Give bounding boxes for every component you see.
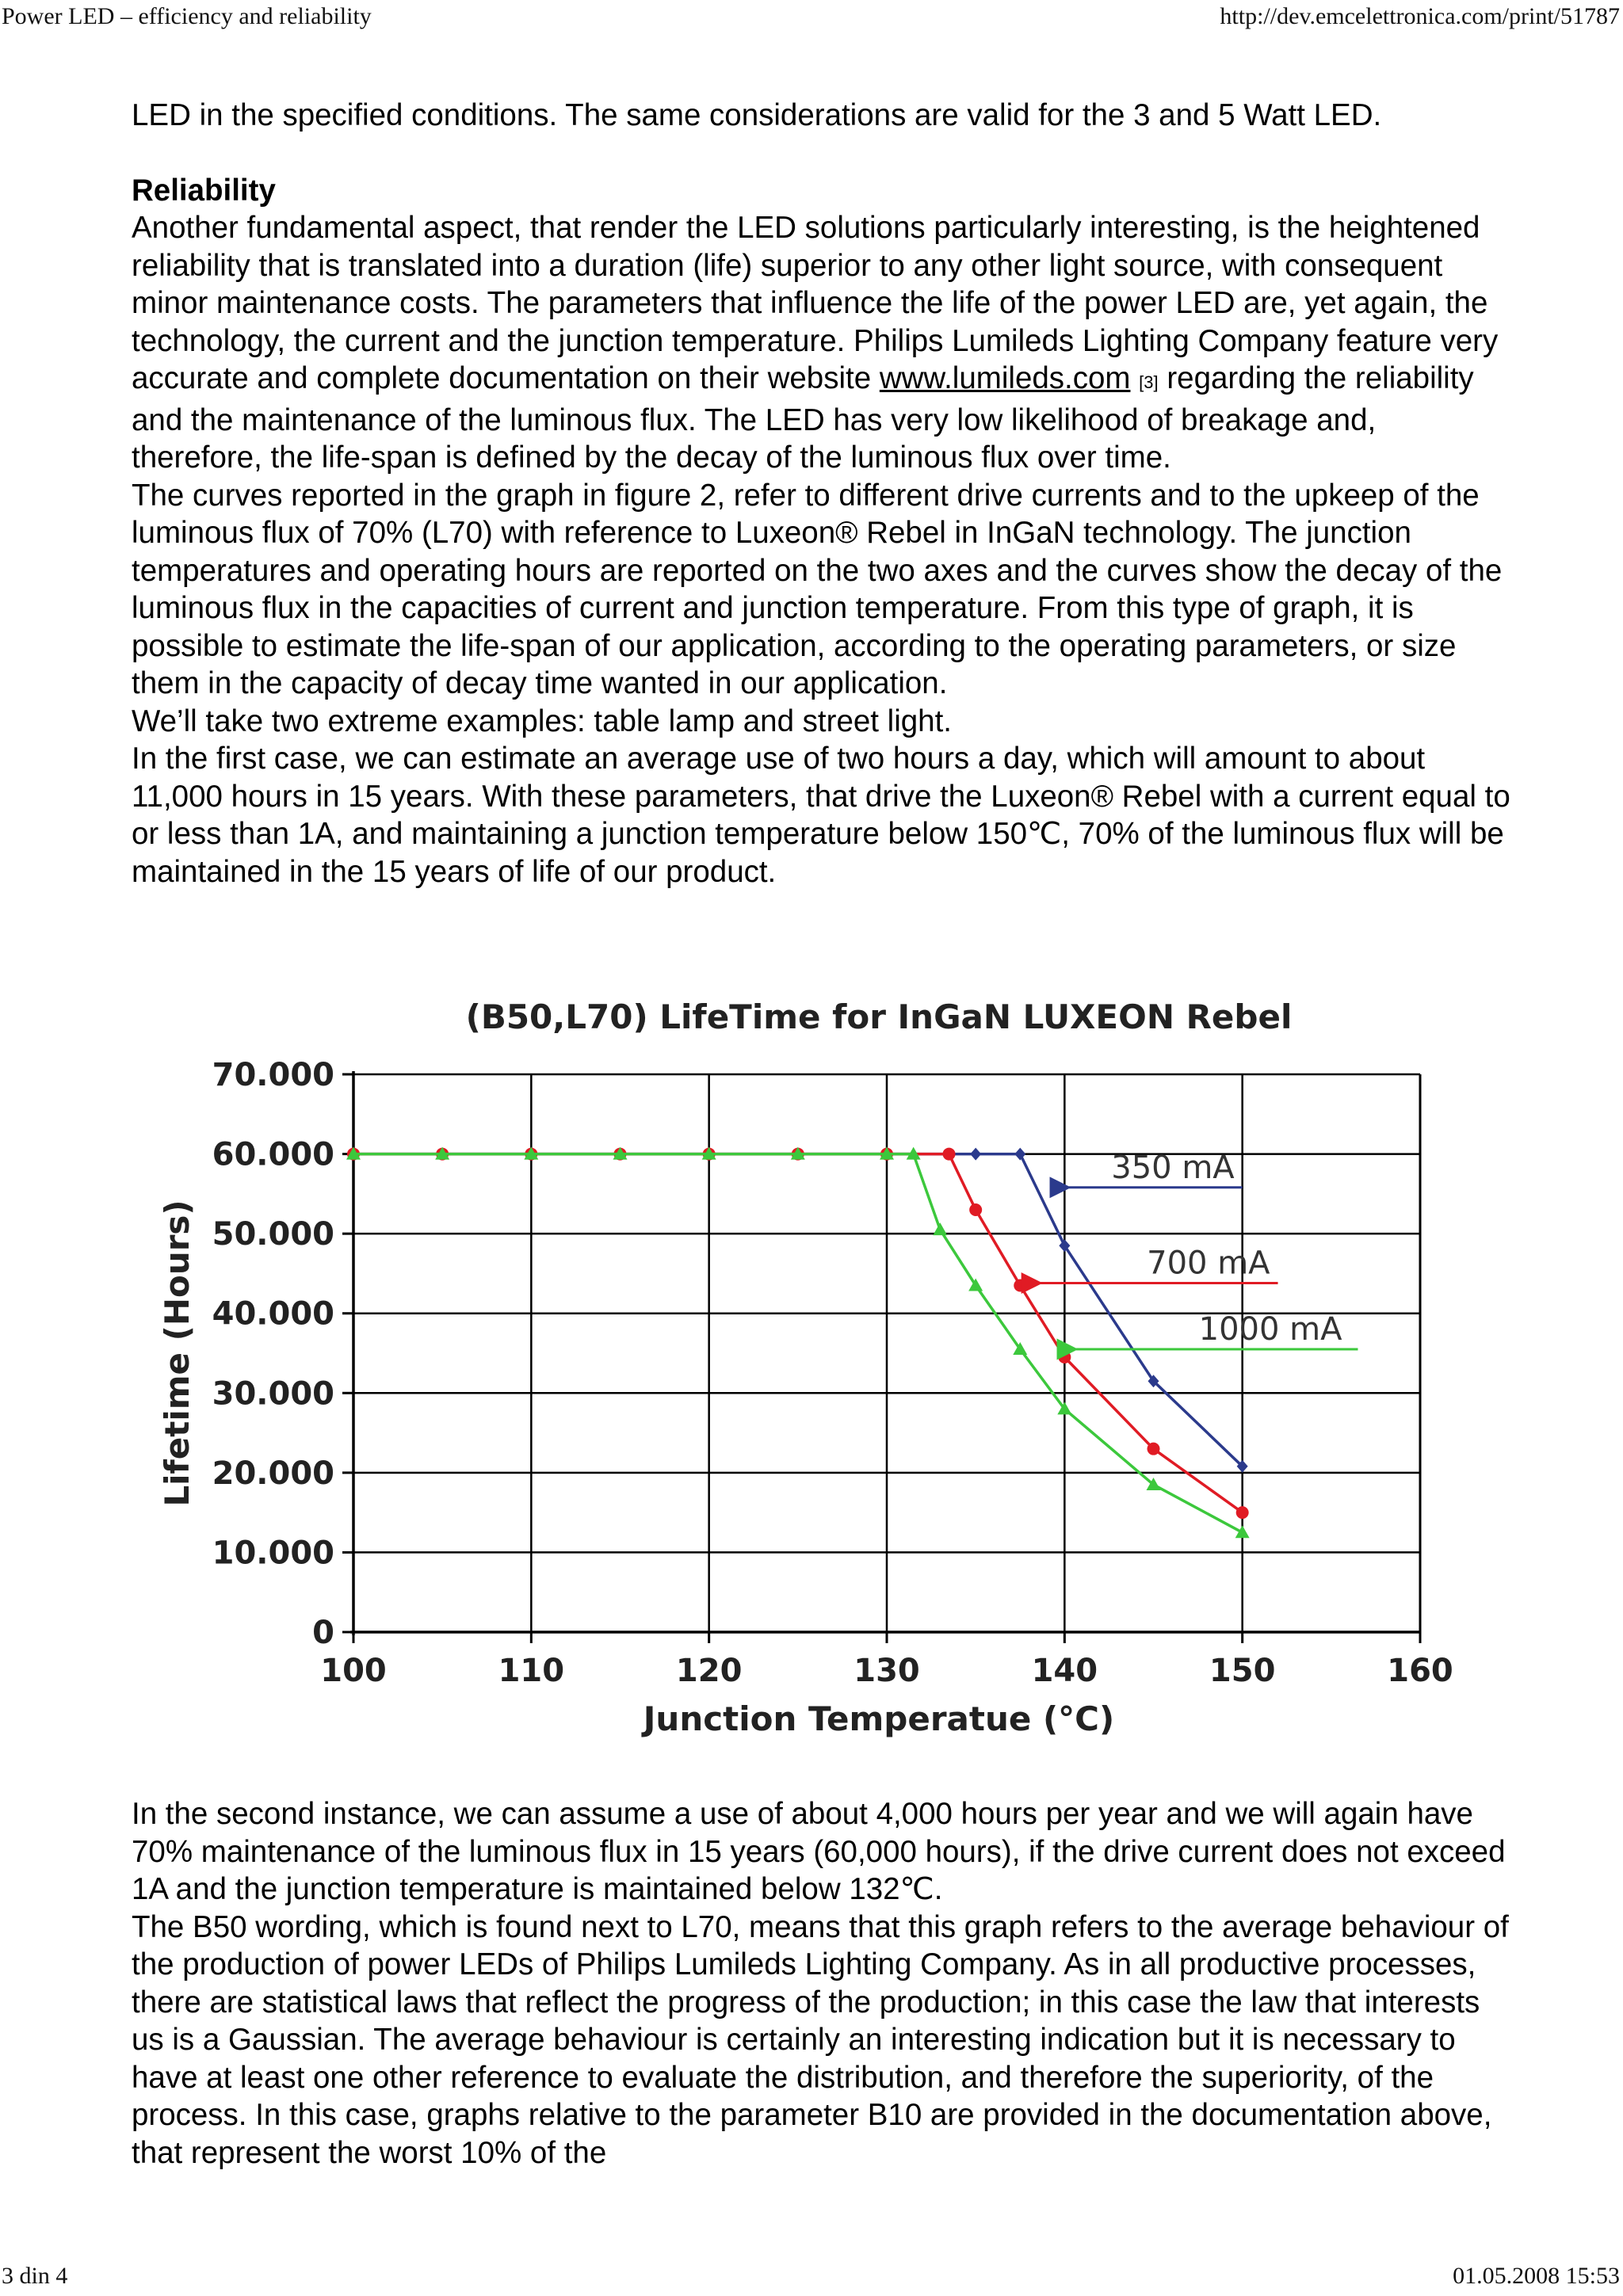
paragraph-second-case: In the second instance, we can assume a use of about 4,000 hours per year and we will again have 70% maintenance of the luminous flux in 15 years (60,000 hours), if the drive current does not exceed 1A and the junction temperature is maintained below 132℃. <box>132 1797 1506 1906</box>
data-point-350ma <box>1014 1148 1025 1161</box>
page-header-title: Power LED – efficiency and reliability <box>2 3 372 29</box>
x-tick-label: 150 <box>1209 1653 1276 1689</box>
data-point-1000ma <box>968 1279 983 1291</box>
lifetime-chart <box>155 990 1471 1751</box>
annotation-label: 1000 mA <box>1198 1310 1342 1348</box>
paragraph-examples: We’ll take two extreme examples: table lamp and street light. <box>132 704 952 738</box>
y-axis-label: Lifetime (Hours) <box>158 1199 197 1507</box>
x-tick-label: 120 <box>675 1653 743 1689</box>
lumileds-link[interactable]: www.lumileds.com <box>879 361 1131 395</box>
article-body-top <box>132 97 1510 891</box>
page-footer-number: 3 din 4 <box>2 2263 68 2289</box>
series-line-1000ma <box>353 1154 1243 1533</box>
section-heading-reliability: Reliability <box>132 173 276 208</box>
data-point-1000ma <box>1235 1525 1250 1538</box>
article-body-bottom <box>132 1795 1510 2172</box>
paragraph-reliability <box>132 209 1510 477</box>
data-point-700ma <box>1148 1443 1160 1455</box>
annotation-label: 700 mA <box>1147 1245 1270 1282</box>
y-tick-label: 70.000 <box>212 1057 334 1093</box>
y-tick-label: 20.000 <box>212 1455 334 1492</box>
y-tick-label: 60.000 <box>212 1136 334 1173</box>
y-tick-label: 40.000 <box>212 1295 334 1333</box>
data-point-700ma <box>1236 1506 1249 1519</box>
y-tick-label: 50.000 <box>212 1216 334 1253</box>
paragraph-b50: The B50 wording, which is found next to L70, means that this graph refers to the average behaviour of the production of power LEDs of Philips Lumileds Lighting Company. As in all productive processes, there are statistical laws that reflect the progress of the production; in this case the law that interests us is a Gaussian. The average behaviour is certainly an interesting indication but it is necessary to have at least one other reference to evaluate the distribution, and therefore the superiority, of the process. In this case, graphs relative to the parameter B10 are provided in the documentation above, that represent the worst 10% of the <box>132 1909 1509 2170</box>
annotation-label: 350 mA <box>1111 1149 1235 1186</box>
data-point-1000ma <box>933 1222 947 1235</box>
data-point-700ma <box>1014 1280 1026 1292</box>
x-tick-label: 130 <box>854 1653 920 1689</box>
paragraph-text: regarding the reliability and the maintenance of the luminous flux. The LED has very low likelihood of breakage and, therefore, the life-span is defined by the decay of the luminous flux over time. <box>132 361 1474 475</box>
data-point-700ma <box>943 1148 956 1161</box>
y-tick-label: 30.000 <box>212 1375 334 1413</box>
data-point-700ma <box>1058 1351 1071 1363</box>
series-line-700ma <box>353 1154 1243 1513</box>
x-tick-label: 110 <box>498 1653 565 1689</box>
paragraph-curves: The curves reported in the graph in figure 2, refer to different drive currents and to the upkeep of the luminous flux of 70% (L70) with reference to Luxeon® Rebel in InGaN technology. The junction temperatures and operating hours are reported on the two axes and the curves show the decay of the luminous flux in the capacities of current and junction temperature. From this type of graph, it is possible to estimate the life-span of our application, according to the operating parameters, or size them in the capacity of decay time wanted in our application. <box>132 478 1503 700</box>
chart-title: (B50,L70) LifeTime for InGaN LUXEON Rebel <box>465 997 1293 1036</box>
x-tick-label: 160 <box>1387 1653 1453 1689</box>
x-tick-label: 100 <box>320 1653 387 1689</box>
page-footer-datetime: 01.05.2008 15:53 <box>1453 2263 1620 2289</box>
y-tick-label: 0 <box>312 1615 334 1651</box>
x-axis-label: Junction Temperatue (°C) <box>643 1699 1115 1738</box>
y-tick-label: 10.000 <box>212 1535 334 1572</box>
series-line-350ma <box>353 1154 1243 1466</box>
x-tick-label: 140 <box>1031 1653 1098 1689</box>
data-point-700ma <box>969 1203 982 1216</box>
paragraph-text: Another fundamental aspect, that render the LED solutions particularly interesting, is the heightened reliability that is translated into a duration (life) superior to any other light source, with consequent minor maintenance costs. The parameters that influence the life of the power LED are, yet again, the technology, the current and the junction temperature. Philips Lumileds Lighting Company feature very accurate and complete documentation on their website <box>132 211 1499 395</box>
intro-line: LED in the specified conditions. The same considerations are valid for the 3 and 5 Watt LED. <box>132 98 1382 132</box>
reference-marker: [3] <box>1139 372 1159 392</box>
paragraph-first-case: In the first case, we can estimate an average use of two hours a day, which will amount to about 11,000 hours in 15 years. With these parameters, that drive the Luxeon® Rebel with a current equal to or less than 1A, and maintaining a junction temperature below 150℃, 70% of the luminous flux will be maintained in the 15 years of life of our product. <box>132 742 1510 889</box>
page-header-url: http://dev.emcelettronica.com/print/51787 <box>1220 3 1620 29</box>
data-point-350ma <box>970 1148 981 1161</box>
